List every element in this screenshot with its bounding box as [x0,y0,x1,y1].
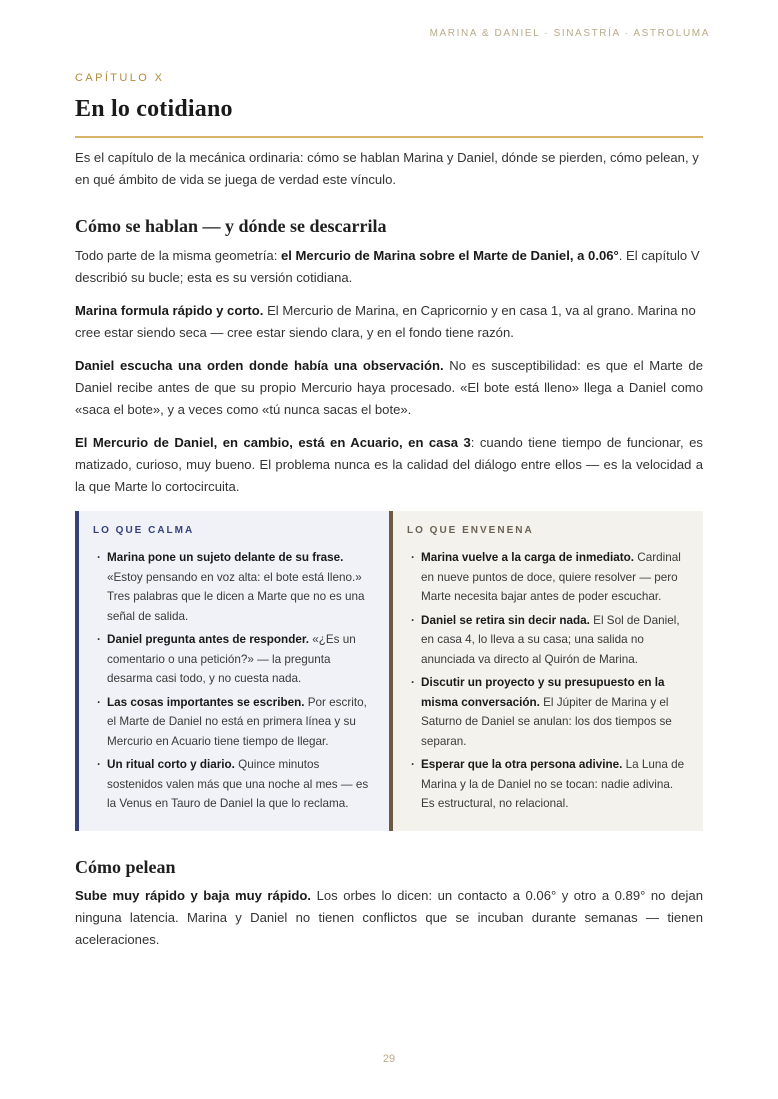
item-emphasis: Esperar que la otra persona adivine. [421,758,623,771]
paragraph-daniel-mercury [75,432,703,498]
paragraph-marina-formula [75,300,703,344]
paragraph-text: No es susceptibilidad: es que el Marte de Daniel recibe antes de que su propio Mercurio haya procesado. «El bote está lleno» llega a Daniel como «saca el bote», y a veces como «tú nunca sacas el bote». [75,358,703,417]
paragraph-fights [75,885,703,951]
chapter-label: CAPÍTULO X [75,72,165,84]
paragraph-emphasis: Sube muy rápido y baja muy rápido. [75,888,312,903]
paragraph-geometry [75,245,703,289]
poison-item [407,611,689,670]
paragraph-text: El Mercurio de Marina, en Capricornio y en casa 1, va al grano. Marina no cree estar siendo seca — cree estar siendo clara, y en el fondo tiene razón. [75,303,696,340]
poison-item [407,755,689,814]
paragraph-emphasis: Marina formula rápido y corto. [75,303,264,318]
chapter-title: En lo cotidiano [75,96,233,122]
paragraph-emphasis: El Mercurio de Daniel, en cambio, está en Acuario, en casa 3 [75,435,471,450]
comparison-boxes [75,511,703,831]
calm-item [93,755,375,814]
intro-paragraph: Es el capítulo de la mecánica ordinaria: cómo se hablan Marina y Daniel, dónde se pierden, cómo pelean, y en qué ámbito de vida se juega de verdad este vínculo. [75,150,699,187]
paragraph-text: Los orbes lo dicen: un contacto a 0.06° y otro a 0.89° no dejan ninguna latencia. Marina y Daniel no tienen conflictos que se incuban durante semanas — tienen aceleraciones. [75,888,703,947]
title-divider [75,136,703,138]
item-text: El Sol de Daniel, en casa 4, lo lleva a su casa; una salida no anunciada va directo al Quirón de Marina. [421,613,680,666]
item-emphasis: Marina vuelve a la carga de inmediato. [421,551,635,564]
page-number: 29 [382,1053,396,1065]
calm-box [75,511,389,831]
item-text: «Estoy pensando en voz alta: el bote está lleno.» Tres palabras que le dicen a Marte que no es una señal de salida. [107,570,365,623]
poison-box-label: LO QUE ENVENENA [407,525,534,536]
paragraph-emphasis: el Mercurio de Marina sobre el Marte de Daniel, a 0.06° [280,248,619,263]
item-text: «¿Es un comentario o una petición?» — la pregunta desarma casi todo, y no cuesta nada. [107,633,356,685]
paragraph-text: Todo parte de la misma geometría: [75,248,281,263]
item-text: Por escrito, el Marte de Daniel no está en primera línea y su Mercurio en Acuario tiene tiempo de llegar. [107,695,367,748]
running-header: MARINA & DANIEL · SINASTRÍA · ASTROLUMA [429,28,710,39]
item-emphasis: Daniel se retira sin decir nada. [421,613,590,627]
paragraph-text: : cuando tiene tiempo de funcionar, es matizado, curioso, muy bueno. El problema nunca es la calidad del diálogo entre ellos — es la velocidad a la que Marte lo cortocircuita. [75,435,703,494]
poison-item [407,673,689,751]
item-emphasis: Marina pone un sujeto delante de su frase. [107,551,344,564]
paragraph-text: . El capítulo V describió su bucle; esta es su versión cotidiana. [75,248,700,285]
paragraph-emphasis: Daniel escucha una orden donde había una observación. [75,358,444,373]
item-emphasis: Discutir un proyecto y su presupuesto en la misma conversación. [421,676,665,709]
item-emphasis: Un ritual corto y diario. [107,758,235,771]
item-text: Cardinal en nueve puntos de doce, quiere resolver — pero Marte necesita bajar antes de poder escuchar. [421,551,681,603]
item-emphasis: Daniel pregunta antes de responder. [107,633,309,646]
paragraph-daniel-listens [75,355,703,421]
calm-box-label: LO QUE CALMA [93,525,195,536]
calm-item [93,548,375,626]
poison-box [389,511,703,831]
item-text: El Júpiter de Marina y el Saturno de Daniel se anulan: los dos tiempos se separan. [421,695,672,748]
poison-item [407,548,689,607]
calm-item [93,693,375,752]
item-text: La Luna de Marina y la de Daniel no se tocan: nadie adivina. Es estructural, no relacional. [421,758,685,810]
section-heading-fights: Cómo pelean [75,857,176,877]
section-heading-communication: Cómo se hablan — y dónde se descarrila [75,216,387,236]
calm-item [93,630,375,689]
item-emphasis: Las cosas importantes se escriben. [107,695,305,709]
item-text: Quince minutos sostenidos valen más que una noche al mes — es la Venus en Tauro de Daniel la que lo reclama. [107,758,369,810]
